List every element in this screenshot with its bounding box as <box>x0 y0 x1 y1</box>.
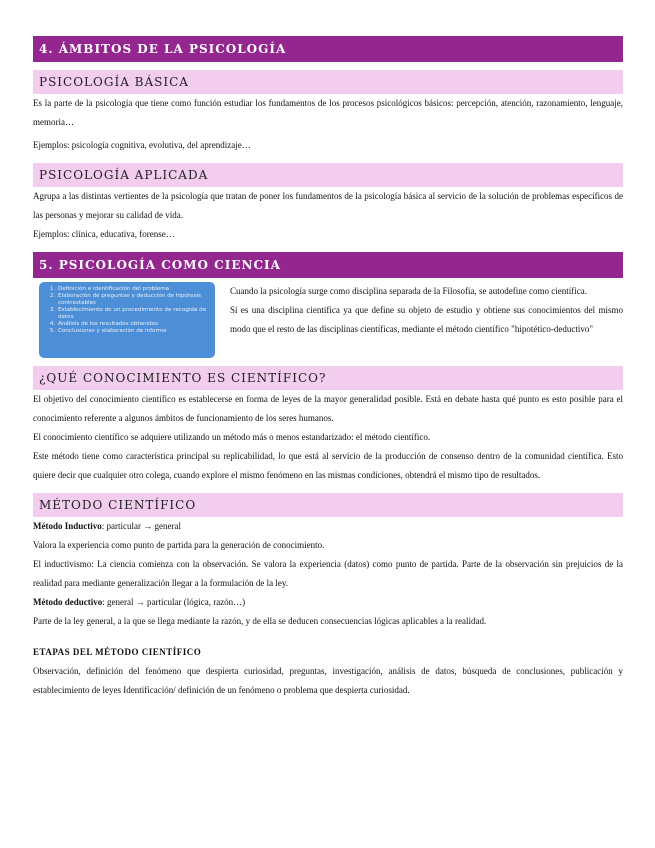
section-5-heading: 5. PSICOLOGÍA COMO CIENCIA <box>33 252 623 278</box>
psicologia-basica-text: Es la parte de la psicología que tiene como función estudiar los fundamentos de los procesos psicológicos básicos: percepción, atención, razonamiento, lenguaje, memoria… <box>33 98 623 127</box>
metodo-p1: Valora la experiencia como punto de partida para la generación de conocimiento. <box>33 540 325 550</box>
metodo-inductivo-rest: : particular → general <box>101 521 181 531</box>
step-item: 3. Establecimiento de un procedimiento de recogida de datos <box>57 307 209 321</box>
ciencia-text <box>230 282 623 358</box>
metodo-p2: El inductivismo: La ciencia comienza con la observación. Se valora la experiencia (datos) como punto de partida. Parte de la observación sin prejuicios de la realidad para mediante generalización llegar a la formulación de la ley. <box>33 559 623 588</box>
metodo-deductivo-line <box>33 593 623 612</box>
step-item: 2. Elaboración de preguntas y deducción de hipótesis contrastables <box>57 293 209 307</box>
ciencia-intro-1: Cuando la psicología surge como disciplina separada de la Filosofía, se autodefine como científica. <box>230 286 587 296</box>
step-item: 5. Conclusiones y elaboración de informe <box>57 328 209 335</box>
metodo-deductivo-rest: : general → particular (lógica, razón…) <box>102 597 246 607</box>
conocimiento-heading: ¿QUÉ CONOCIMIENTO ES CIENTÍFICO? <box>33 366 623 390</box>
document-page <box>33 36 623 700</box>
psicologia-aplicada-heading: PSICOLOGÍA APLICADA <box>33 163 623 187</box>
metodo-inductivo-line <box>33 517 623 536</box>
psicologia-basica-heading: PSICOLOGÍA BÁSICA <box>33 70 623 94</box>
metodo-inductivo-label: Método Inductivo <box>33 521 102 531</box>
conocimiento-p3: Este método tiene como característica principal su replicabilidad, lo que está al servicio de la producción de consenso dentro de la comunidad científica. Esto quiere decir que cualquier otro colega, cuando explore el mismo fenómeno en las mismas condiciones, obtendrá el mismo tipo de resultados. <box>33 451 623 480</box>
section-4-heading: 4. ÁMBITOS DE LA PSICOLOGÍA <box>33 36 623 62</box>
etapas-title: ETAPAS DEL MÉTODO CIENTÍFICO <box>33 647 202 657</box>
metodo-deductivo-label: Método deductivo <box>33 597 103 607</box>
step-item: 1. Definición e identificación del problema <box>57 286 209 293</box>
conocimiento-p1: El objetivo del conocimiento científico es establecerse en forma de leyes de la mayor generalidad posible. Está en debate hasta qué punto es esto posible para el conocimiento referente a algunos ámbitos de funcionamiento de los seres humanos. <box>33 394 623 423</box>
metodo-heading: MÉTODO CIENTÍFICO <box>33 493 623 517</box>
psicologia-aplicada-examples: Ejemplos: clínica, educativa, forense… <box>33 229 175 239</box>
ciencia-block <box>33 282 623 358</box>
steps-list <box>47 286 209 335</box>
psicologia-basica-examples: Ejemplos: psicología cognitiva, evolutiva, del aprendizaje… <box>33 140 251 150</box>
metodo-p3: Parte de la ley general, a la que se llega mediante la razón, y de ella se deducen consecuencias lógicas aplicables a la realidad. <box>33 616 487 626</box>
etapas-text: Observación, definición del fenómeno que despierta curiosidad, preguntas, investigación, análisis de datos, búsqueda de conclusiones, publicación y establecimiento de leyes Identificación/ definición de un fenómeno o problema que despierta curiosidad. <box>33 666 623 695</box>
psicologia-aplicada-text: Agrupa a las distintas vertientes de la psicología que tratan de poner los fundamentos de la psicología básica al servicio de la solución de problemas específicos de las personas y mejorar su calidad de vida. <box>33 191 623 220</box>
step-item: 4. Análisis de los resultados obtenidos <box>57 321 209 328</box>
ciencia-intro-2: Sí es una disciplina científica ya que define su objeto de estudio y obtiene sus conocimientos del mismo modo que el resto de las disciplinas científicas, mediante el método científico "hipotético-deductivo" <box>230 305 623 334</box>
conocimiento-p2: El conocimiento científico se adquiere utilizando un método más o menos estandarizado: el método científico. <box>33 432 431 442</box>
scientific-steps-diagram <box>39 282 215 358</box>
